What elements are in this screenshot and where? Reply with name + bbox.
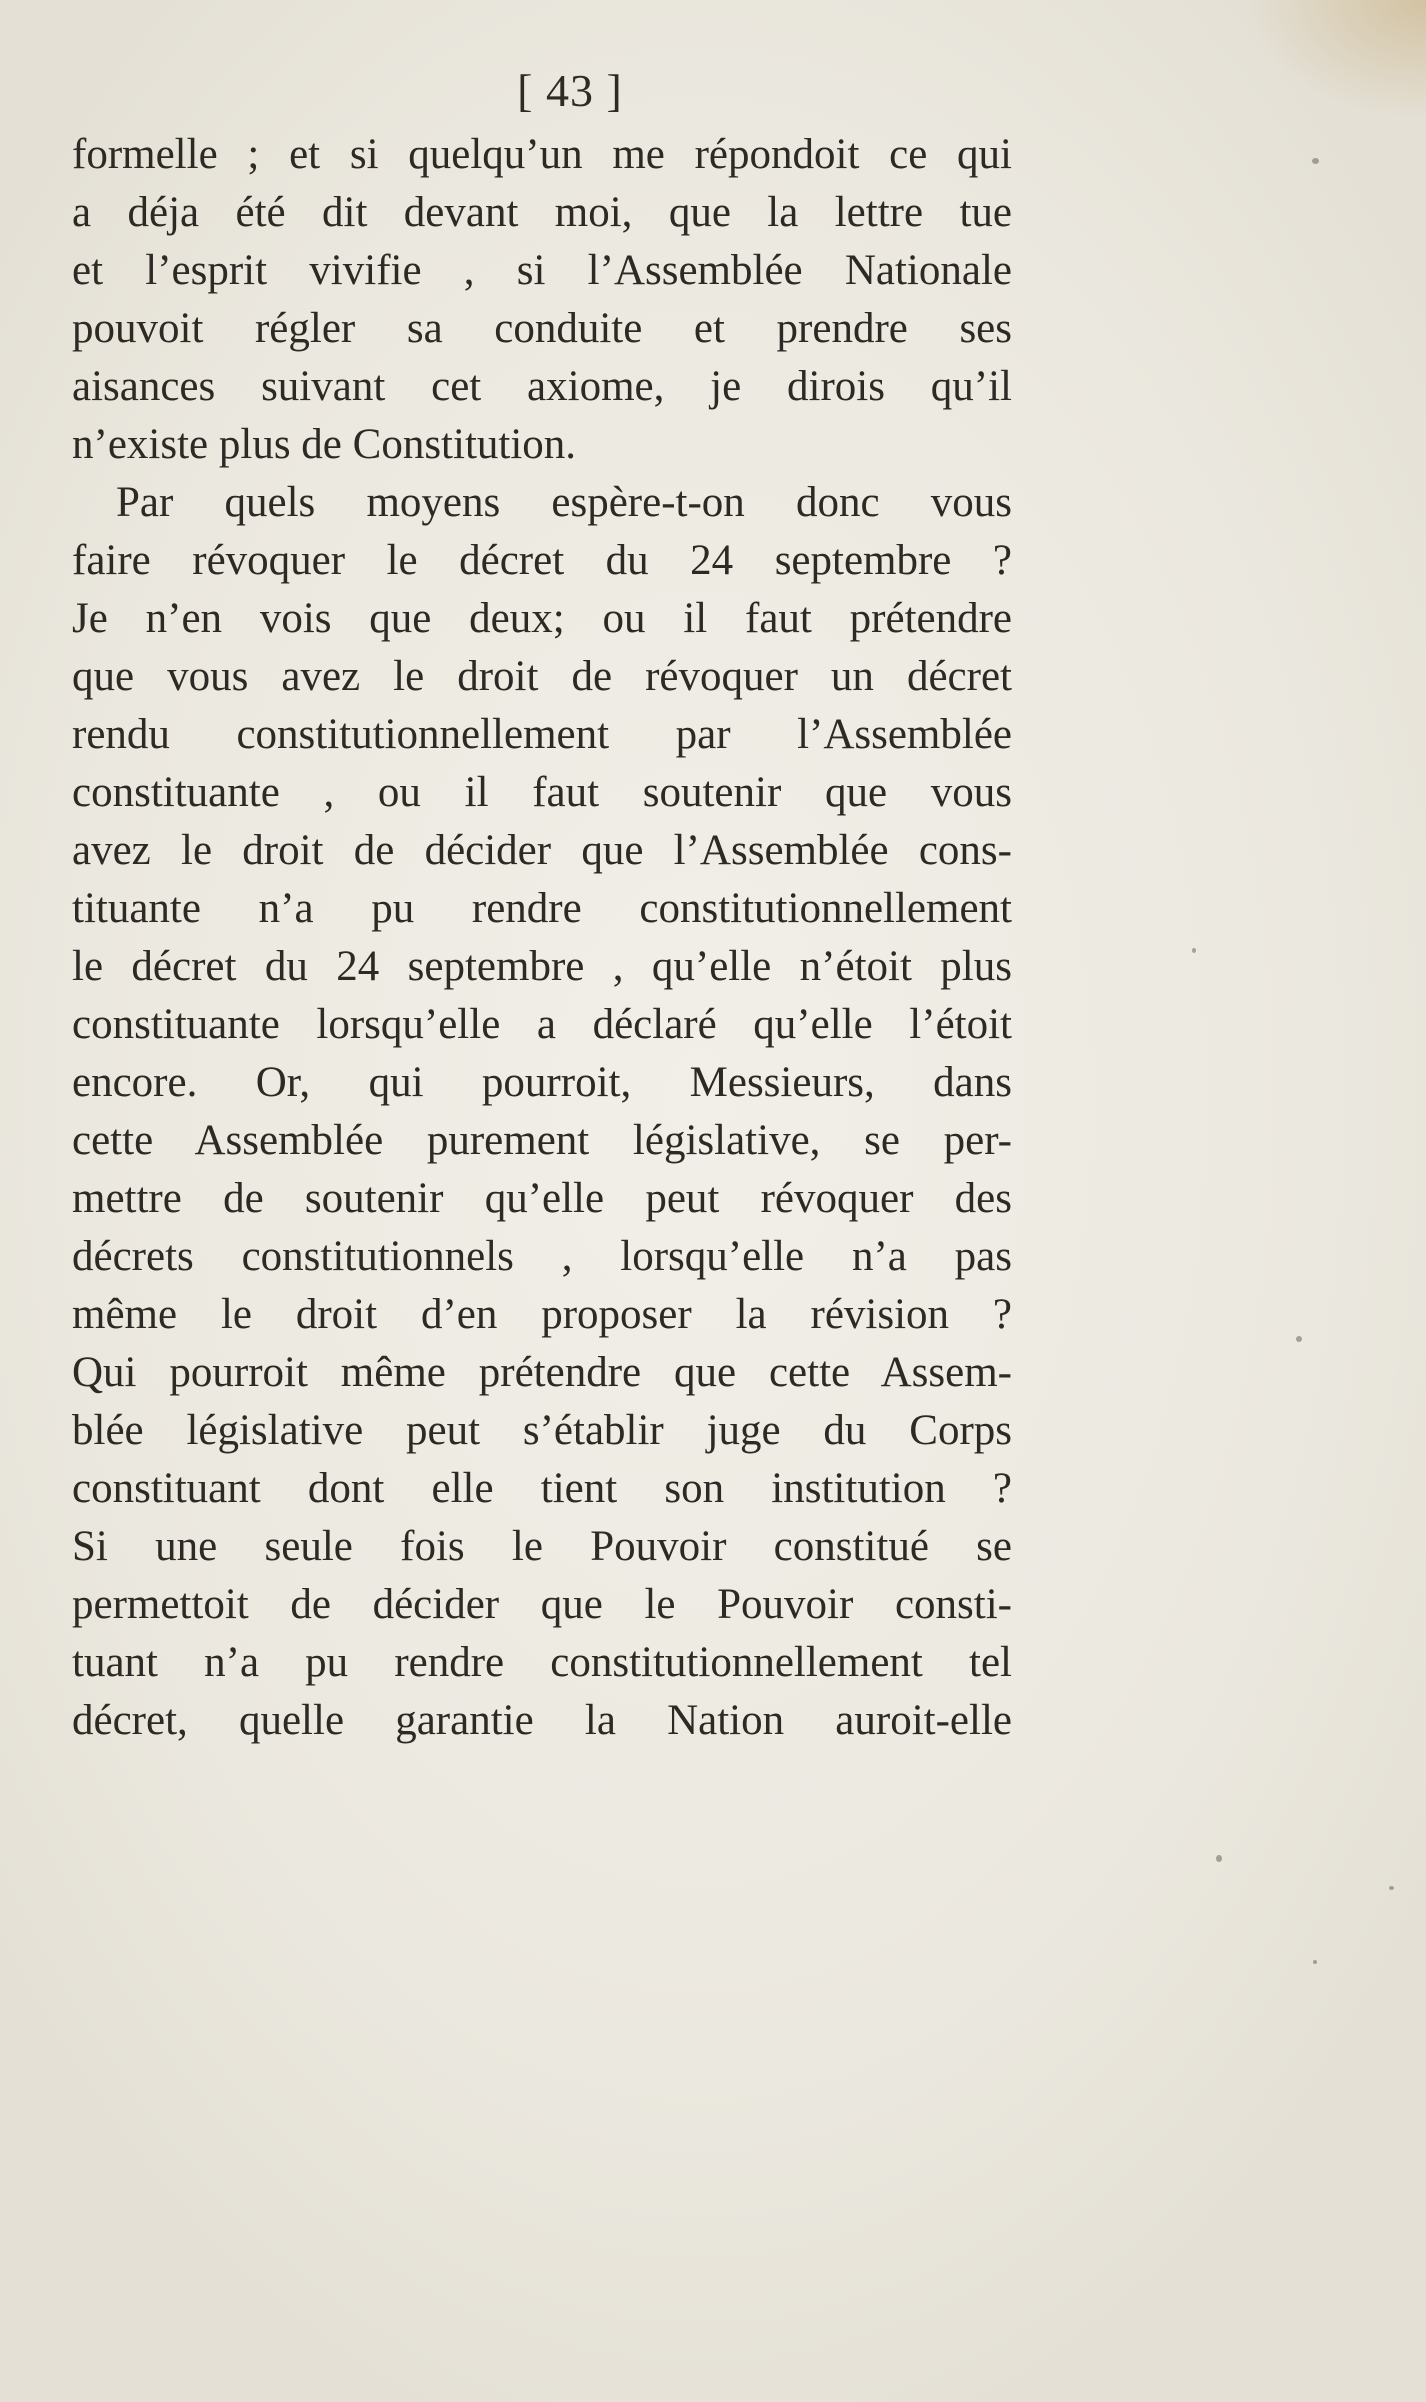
text-line: Qui pourroit même prétendre que cette Assem- [72, 1349, 1012, 1396]
text-line: le décret du 24 septembre , qu’elle n’étoit plus [72, 943, 1012, 990]
text-line: Par quels moyens espère-t-on donc vous [116, 479, 1012, 526]
text-line: cette Assemblée purement législative, se per- [72, 1117, 1012, 1164]
paper-speck [1389, 1886, 1394, 1890]
text-line: Je n’en vois que deux; ou il faut prétendre [72, 595, 1012, 642]
text-line: pouvoit régler sa conduite et prendre ses [72, 305, 1012, 352]
paper-speck [1216, 1855, 1222, 1862]
paper-speck [1312, 158, 1319, 164]
text-line: même le droit d’en proposer la révision ? [72, 1291, 1012, 1338]
text-line: constituante , ou il faut soutenir que vous [72, 769, 1012, 816]
text-line: encore. Or, qui pourroit, Messieurs, dans [72, 1059, 1012, 1106]
text-line: décrets constitutionnels , lorsqu’elle n’a pas [72, 1233, 1012, 1280]
paper-speck [1313, 1960, 1317, 1964]
body-text [72, 126, 1012, 1750]
text-line: tuant n’a pu rendre constitutionnellement tel [72, 1639, 1012, 1686]
text-line: que vous avez le droit de révoquer un décret [72, 653, 1012, 700]
page-number: [ 43 ] [517, 65, 623, 116]
text-line: constituant dont elle tient son institution ? [72, 1465, 1012, 1512]
text-line: mettre de soutenir qu’elle peut révoquer des [72, 1175, 1012, 1222]
paper-speck [1296, 1336, 1302, 1342]
text-line: formelle ; et si quelqu’un me répondoit ce qui [72, 131, 1012, 178]
text-line: Si une seule fois le Pouvoir constitué se [72, 1523, 1012, 1570]
text-line: décret, quelle garantie la Nation auroit-elle [72, 1697, 1012, 1744]
text-line: avez le droit de décider que l’Assemblée cons- [72, 827, 1012, 874]
text-line: rendu constitutionnellement par l’Assemblée [72, 711, 1012, 758]
text-line: a déja été dit devant moi, que la lettre tue [72, 189, 1012, 236]
text-line: n’existe plus de Constitution. [72, 421, 577, 468]
text-line: permettoit de décider que le Pouvoir consti- [72, 1581, 1012, 1628]
paper-speck [1192, 948, 1196, 953]
text-line: tituante n’a pu rendre constitutionnellement [72, 885, 1012, 932]
text-line: faire révoquer le décret du 24 septembre ? [72, 537, 1012, 584]
text-line: aisances suivant cet axiome, je dirois qu’il [72, 363, 1012, 410]
text-line: et l’esprit vivifie , si l’Assemblée Nationale [72, 247, 1012, 294]
text-line: constituante lorsqu’elle a déclaré qu’elle l’étoit [72, 1001, 1012, 1048]
text-line: blée législative peut s’établir juge du Corps [72, 1407, 1012, 1454]
